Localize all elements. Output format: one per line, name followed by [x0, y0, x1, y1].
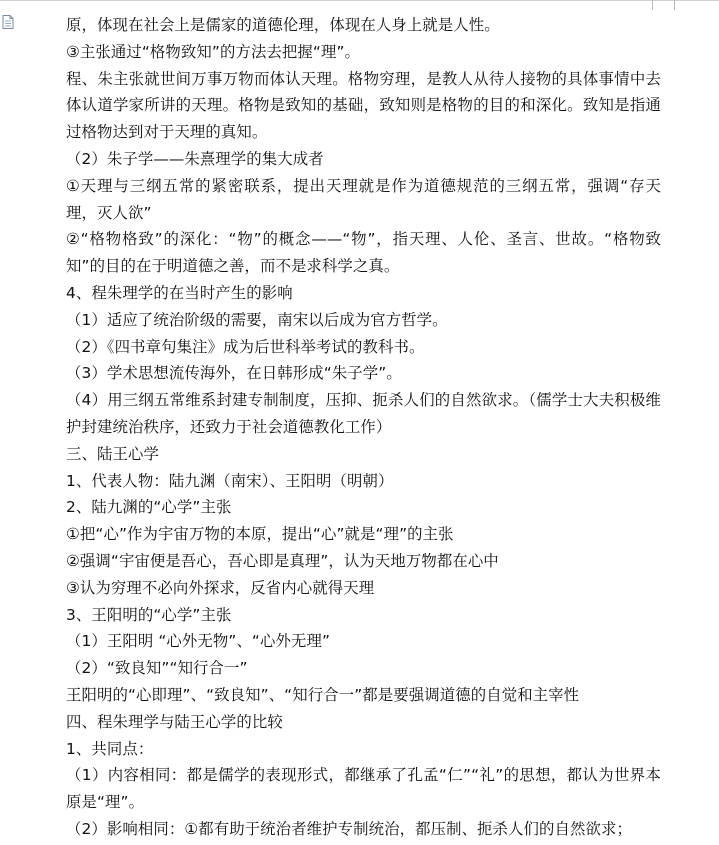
- paragraph: 王阳明的“心即理”、“致良知”、“知行合一”都是要强调道德的自觉和主宰性: [66, 685, 580, 704]
- list-item: （3）学术思想流传海外，在日韩形成“朱子学”。: [66, 364, 402, 383]
- section-heading: 3、王阳明的“心学”主张: [66, 605, 232, 624]
- list-item: （1）王阳明 “心外无物”、“心外无理”: [66, 632, 331, 651]
- margin-corner-mark: [674, 0, 675, 10]
- section-heading: （2）朱子学——朱熹理学的集大成者: [66, 149, 324, 168]
- paragraph: 程、朱主张就世间万事万物而体认天理。格物穷理，是教人从待人接物的具体事情中去体认道学家所讲的天理。格物是致知的基础，致知则是格物的目的和深化。致知是指通过格物达到对于天理的真知。: [66, 69, 661, 142]
- list-item: （2）《四书章句集注》成为后世科举考试的教科书。: [66, 337, 425, 356]
- section-heading: 4、程朱理学的在当时产生的影响: [66, 283, 293, 302]
- list-item: ①把“心”作为宇宙万物的本原，提出“心”就是“理”的主张: [66, 525, 454, 544]
- list-item: ③认为穷理不必向外探求，反省内心就得天理: [66, 578, 375, 597]
- list-item: （2）影响相同：①都有助于统治者维护专制统治，都压制、扼杀人们的自然欲求；: [66, 819, 632, 838]
- section-heading: 1、共同点：: [66, 739, 154, 758]
- paragraph: ①天理与三纲五常的紧密联系，提出天理就是作为道德规范的三纲五常，强调“存天理，灭人欲”: [66, 176, 661, 222]
- list-item: （1）内容相同：都是儒学的表现形式，都继承了孔孟“仁”“礼”的思想，都认为世界本原是“理”。: [66, 766, 661, 812]
- page-top-edge: [0, 0, 719, 4]
- section-heading: 四、程朱理学与陆王心学的比较: [66, 712, 283, 731]
- list-item: （4）用三纲五常维系封建专制制度，压抑、扼杀人们的自然欲求。（儒学士大夫积极维护封建统治秩序，还致力于社会道德教化工作）: [66, 391, 661, 436]
- list-item: （2）“致良知”“知行合一”: [66, 659, 248, 678]
- section-heading: 2、陆九渊的“心学”主张: [66, 498, 232, 517]
- document-icon: [2, 14, 14, 28]
- list-item: （1）适应了统治阶级的需要，南宋以后成为官方哲学。: [66, 310, 448, 329]
- margin-corner-mark: [652, 0, 653, 10]
- list-item: ②强调“宇宙便是吾心，吾心即是真理”，认为天地万物都在心中: [66, 551, 499, 570]
- section-heading: 三、陆王心学: [66, 444, 159, 463]
- paragraph: 原，体现在社会上是儒家的道德伦理，体现在人身上就是人性。: [66, 16, 500, 34]
- paragraph: 1、代表人物：陆九渊（南宋）、王阳明（明朝）: [66, 471, 394, 490]
- paragraph: ③主张通过“格物致知”的方法去把握“理”。: [66, 42, 361, 61]
- document-page: [66, 12, 661, 843]
- paragraph: ②“格物格致”的深化：“物”的概念——“物”，指天理、人伦、圣言、世故。“格物致知”的目的在于明道德之善，而不是求科学之真。: [66, 230, 661, 276]
